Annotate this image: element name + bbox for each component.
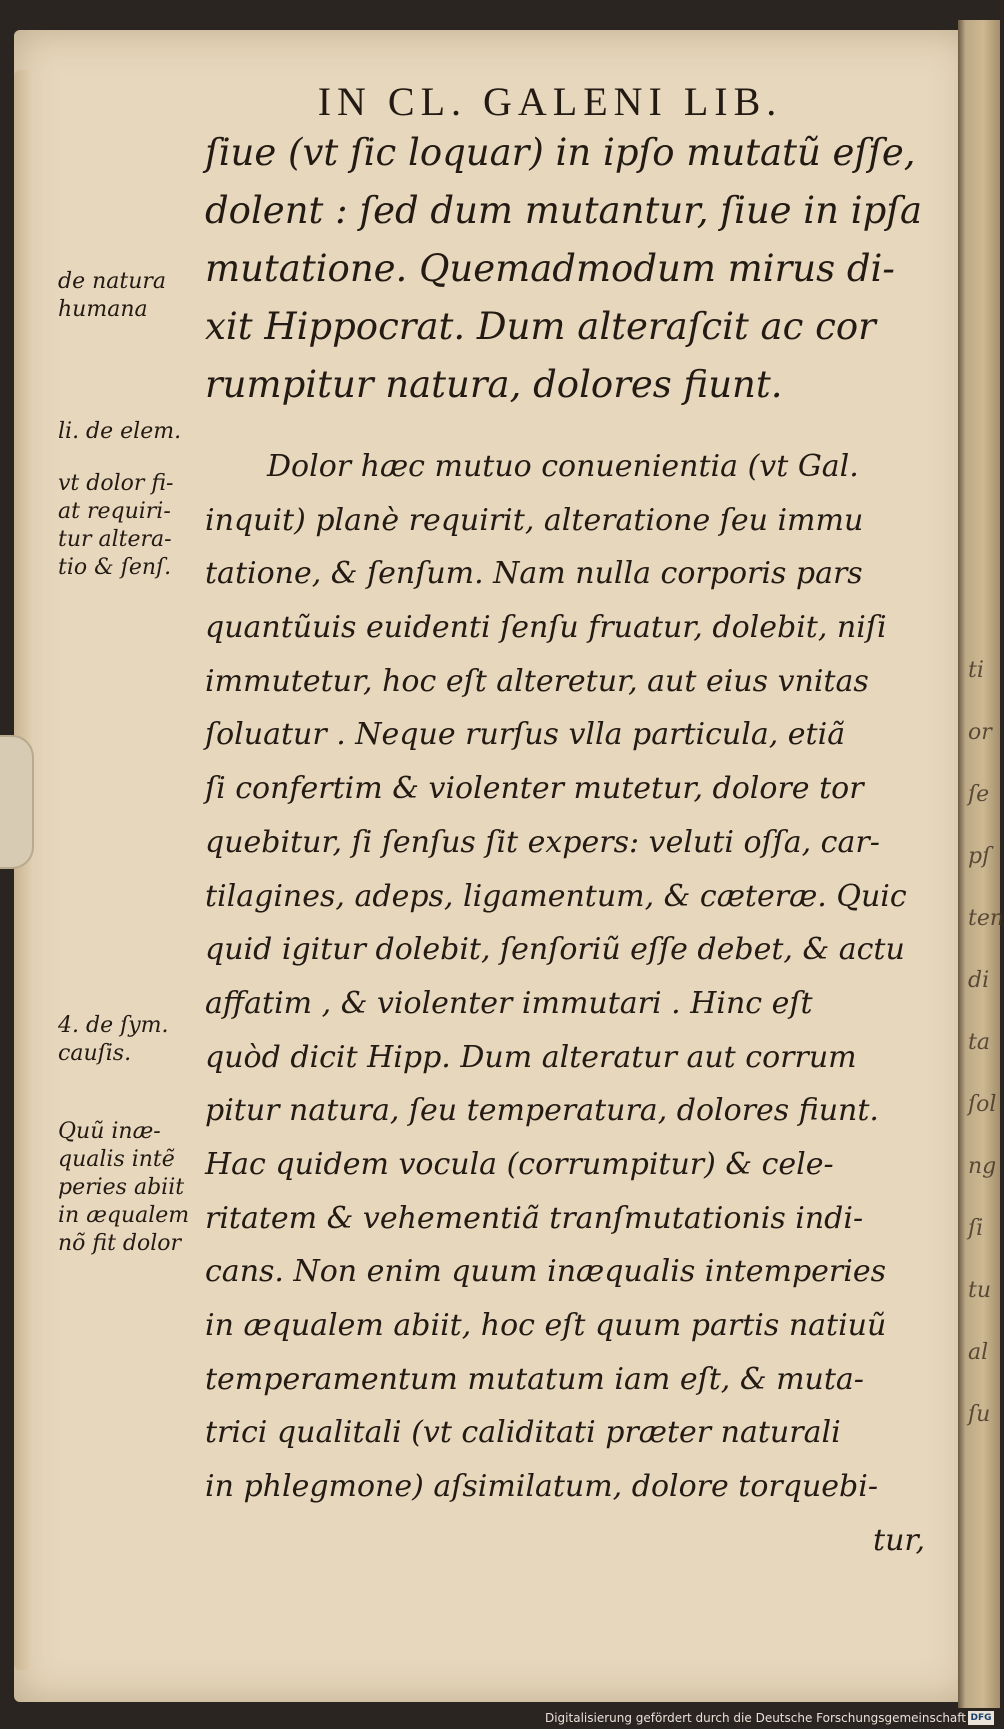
margin-note-line: in æqualem [58,1203,190,1228]
text-line: quebitur, ſi ſenſus ſit expers: veluti oſſa, car- [205,824,880,860]
text-line: immutetur, hoc eſt alteretur, aut eius vnitas [205,663,869,699]
gutter-fragment: ſol [968,1092,997,1117]
margin-note-line: peries abiit [58,1175,185,1200]
text-line: tur, [873,1522,925,1558]
text-line: cans. Non enim quum inæqualis intemperies [205,1254,886,1290]
text-line: rumpitur natura, dolores fiunt. [205,363,783,406]
gutter-fragment: ten [968,906,1004,931]
text-line: pitur natura, ſeu temperatura, dolores fiunt. [205,1093,879,1129]
main-paragraph [205,440,925,1567]
text-line: mutatione. Quemadmodum mirus di- [205,247,895,290]
margin-note-line: 4. de ſym. [58,1013,169,1038]
gutter-fragment: ng [968,1154,997,1179]
text-line: ſoluatur . Neque rurſus vlla particula, etiã [205,717,846,753]
text-line: in phlegmone) aſsimilatum, dolore torquebi- [205,1469,878,1505]
margin-note-de-natura-humana [58,268,208,324]
dfg-logo: DFG [968,1711,994,1725]
margin-note-dolor-requirements [58,470,208,582]
text-line: ritatem & vehementiã tranſmutationis indi- [205,1200,864,1236]
footer-credit: Digitalisierung gefördert durch die Deutsche Forschungsgemeinschaft [544,1711,966,1725]
text-line: ſiue (vt ſic loquar) in ipſo mutatũ eſſe, [205,131,916,174]
gutter-fragment: al [968,1340,989,1365]
margin-note-line: humana [58,297,148,322]
text-line: tatione, & ſenſum. Nam nulla corporis pars [205,556,863,592]
text-line: ſi confertim & violenter mutetur, dolore tor [205,771,864,807]
margin-note-line: Quũ inæ- [58,1119,161,1144]
gutter-fragment: ti [968,658,984,683]
text-line: Hac quidem vocula (corrumpitur) & cele- [205,1146,834,1182]
margin-note-line: de natura [58,269,167,294]
text-line: trici qualitali (vt caliditati præter naturali [205,1415,841,1451]
facing-page-fragments [968,640,1004,1446]
margin-note-de-elementis [58,418,208,446]
text-line: dolent : ſed dum mutantur, ſiue in ipſa [205,189,923,232]
margin-note-line: cauſis. [58,1041,132,1066]
text-line: temperamentum mutatum iam eſt, & muta- [205,1361,864,1397]
margin-note-line: at requiri- [58,499,171,524]
text-line: Dolor hæc mutuo conuenientia (vt Gal. [267,449,859,484]
text-line: tilagines, adeps, ligamentum, & cæteræ. Quic [205,878,907,914]
running-head: IN CL. GALENI LIB. [317,79,783,124]
text-line: inquit) planè requirit, alteratione ſeu immu [205,502,864,538]
gutter-fragment: pſ [968,844,991,869]
text-line: xit Hippocrat. Dum alteraſcit ac cor [205,305,876,348]
gutter-fragment: or [968,720,992,745]
margin-note-inaequalis-intemperies [58,1118,208,1258]
page-edge [14,70,32,1670]
margin-note-line: tur altera- [58,527,172,552]
text-line: in æqualem abiit, hoc eſt quum partis natiuũ [205,1308,887,1343]
gutter-fragment: ſu [968,1402,991,1427]
gutter-fragment: ſi [968,1216,984,1241]
text-line: quantũuis euidenti ſenſu fruatur, dolebit, niſi [205,610,887,646]
margin-note-line: vt dolor fi- [58,471,174,496]
text-line: quòd dicit Hipp. Dum alteratur aut corrum [205,1039,857,1075]
gutter-fragment: di [968,968,990,993]
gutter-fragment: ſe [968,782,990,807]
margin-note-de-symptomatum-causis [58,1012,208,1068]
margin-note-line: li. de elem. [58,419,182,444]
page-clip [0,735,34,869]
text-line: affatim , & violenter immutari . Hinc eſt [205,985,813,1021]
gutter-fragment: ta [968,1030,990,1055]
text-line: quid igitur dolebit, ſenſoriũ eſſe debet, & actu [205,932,905,968]
margin-note-line: tio & ſenſ. [58,555,172,580]
gutter-fragment: tu [968,1278,992,1303]
margin-note-line: nõ fit dolor [58,1231,182,1256]
margin-note-line: qualis intẽ [58,1147,175,1172]
opening-paragraph [205,124,925,414]
